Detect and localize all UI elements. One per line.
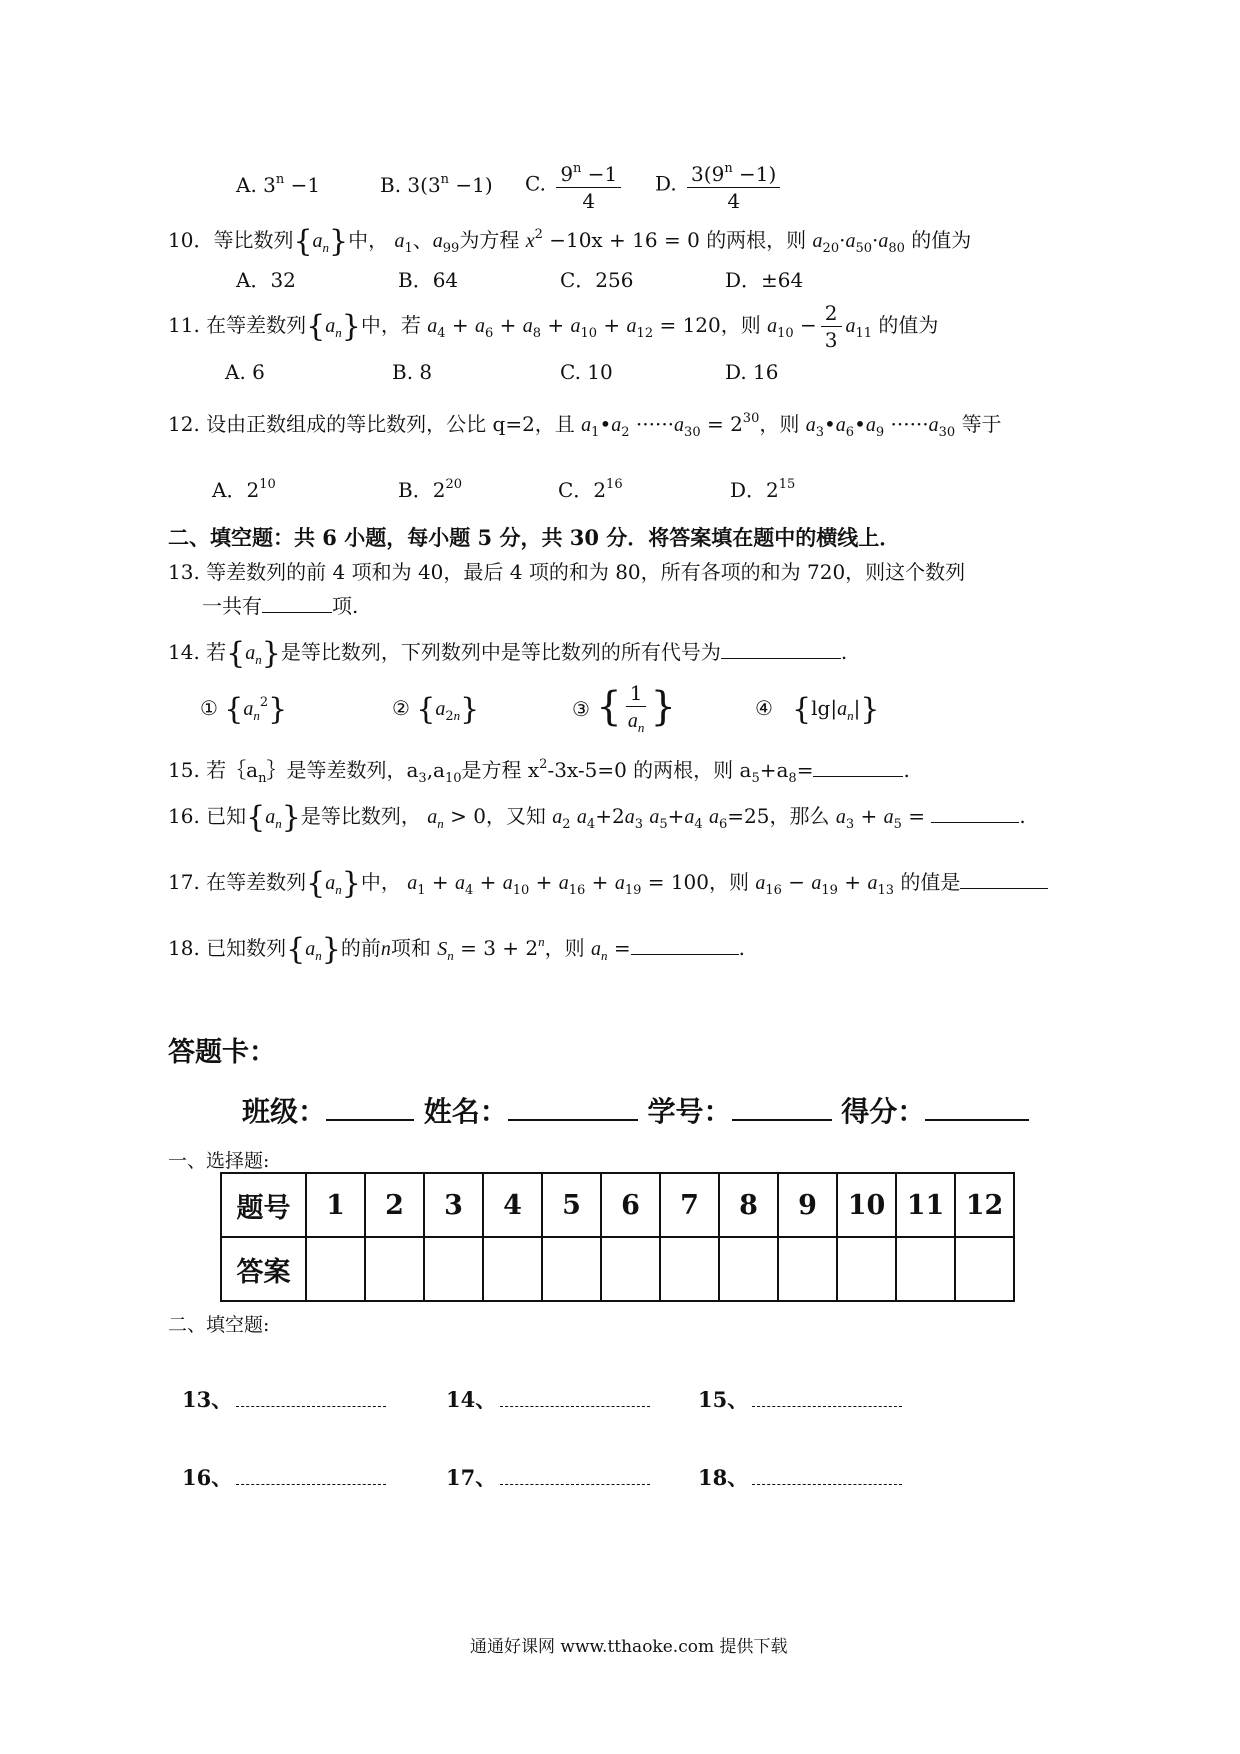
q10-option-b: B．64 [398, 268, 459, 292]
q13-blank [262, 592, 332, 613]
number-cell: 8 [719, 1173, 778, 1237]
q14-item-4: ④ $\{\lg|a_n|\}$ [755, 692, 880, 727]
answer-grid-number-row [221, 1173, 1014, 1237]
answer-cell[interactable] [719, 1237, 778, 1301]
q12-option-c: C．$2^{16}$ [558, 477, 623, 502]
number-cell: 1 [306, 1173, 365, 1237]
number-cell: 2 [365, 1173, 424, 1237]
answer-cell[interactable] [424, 1237, 483, 1301]
number-cell: 6 [601, 1173, 660, 1237]
answer-cell[interactable] [365, 1237, 424, 1301]
q14-item-3: ③ { $\frac{1}{a_n}$ } [572, 681, 676, 735]
number-cell: 12 [955, 1173, 1014, 1237]
q18-blank [631, 934, 739, 955]
q12-option-a: A．$2^{10}$ [212, 477, 276, 502]
q10-option-a: A．32 [236, 268, 296, 292]
q12-option-b: B．$2^{20}$ [398, 477, 462, 502]
answer-cell[interactable] [483, 1237, 542, 1301]
answer-cell[interactable] [306, 1237, 365, 1301]
q10-option-c: C．256 [560, 268, 634, 292]
answer-cell[interactable] [601, 1237, 660, 1301]
q9-option-c: C. $\frac{9^n -1}{4}$ [525, 156, 625, 214]
answer-16-line[interactable] [236, 1466, 386, 1485]
q11-option-b: B. 8 [392, 360, 433, 384]
question-15: 15. 若$\{a_n\}$是等差数列，$a_3,a_{10}$是方程 $x^2-3x-5=0$ 的两根，则 $a_5+a_8=$ . [168, 757, 910, 786]
section-fill-in-heading: 二、填空题：共 6 小题，每小题 5 分，共 30 分．将答案填在题中的横线上． [168, 525, 901, 550]
footer-source: 通通好课网 www.tthaoke.com 提供下载 [470, 1637, 788, 1657]
answer-13-line[interactable] [236, 1388, 386, 1407]
q15-blank [813, 756, 903, 777]
q11-option-d: D. 16 [725, 360, 779, 384]
answer-16: 16、 [182, 1462, 386, 1492]
number-cell: 4 [483, 1173, 542, 1237]
q12-option-d: D．$2^{15}$ [730, 477, 796, 502]
answer-cell[interactable] [837, 1237, 896, 1301]
number-cell: 7 [660, 1173, 719, 1237]
score-blank [925, 1093, 1029, 1121]
answer-grid-answer-row [221, 1237, 1014, 1301]
student-info-fields: 班级： 姓名： 学号： 得分： [242, 1090, 1029, 1130]
question-10: 10．等比数列$\{a_n\}$中， $a_1$、$a_{99}$为方程 $x^2 -10x + 16 = 0$ 的两根，则 $a_{20}\cdot a_{50}\cdot a_{80}$ 的值为 [168, 224, 972, 259]
q11-option-a: A. 6 [225, 360, 265, 384]
q9-option-b: B. $3(3^n -1)$ [380, 172, 493, 197]
answer-card-title: 答题卡： [168, 1037, 276, 1068]
q16-blank [931, 802, 1019, 823]
answer-14: 14、 [446, 1384, 650, 1414]
section-fill-label: 二、填空题: [168, 1314, 270, 1336]
name-blank [508, 1093, 638, 1121]
answer-13: 13、 [182, 1384, 386, 1414]
answer-17-line[interactable] [500, 1466, 650, 1485]
answer-18: 18、 [698, 1462, 902, 1492]
number-cell: 5 [542, 1173, 601, 1237]
answer-15: 15、 [698, 1384, 902, 1414]
q9-option-a: A. $3^n -1$ [236, 172, 321, 197]
student-id-blank [732, 1093, 832, 1121]
question-11: 11. 在等差数列$\{a_n\}$中，若 $a_4 + a_6 + a_8 + a_{10} + a_{12} = 120$，则 $a_{10}$ − $\frac{2}{3}$ $a_{11}$ 的值为 [168, 301, 939, 352]
number-cell: 3 [424, 1173, 483, 1237]
answer-grid [220, 1172, 1015, 1302]
q14-item-1: ① $\{a_n^2\}$ [200, 692, 288, 727]
section-choice-label: 一、选择题: [168, 1150, 270, 1172]
q14-blank [721, 638, 841, 659]
answer-cell[interactable] [542, 1237, 601, 1301]
question-18: 18. 已知数列$\{a_n\}$的前n项和 $S_n = 3 + 2^n$，则 $a_n$ = . [168, 932, 745, 967]
q9-option-d: D. $\frac{3(9^n -1)}{4}$ [655, 156, 784, 214]
answer-17: 17、 [446, 1462, 650, 1492]
answer-cell[interactable] [955, 1237, 1014, 1301]
question-16: 16. 已知$\{a_n\}$是等比数列， $a_n > 0$，又知 $a_2$ $a_4+2a_3$ $a_5+a_4$ $a_6=25$，那么 $a_3 + a_5$ = . [168, 800, 1026, 835]
number-header: 题号 [221, 1173, 306, 1237]
q9-d-fraction: $\frac{3(9^n -1)}{4}$ [687, 156, 780, 214]
answer-header: 答案 [221, 1237, 306, 1301]
question-13-line2: 一共有 项. [202, 594, 359, 618]
q9-c-fraction: $\frac{9^n -1}{4}$ [556, 156, 621, 214]
answer-14-line[interactable] [500, 1388, 650, 1407]
number-cell: 11 [896, 1173, 955, 1237]
q14-item-2: ② $\{a_{2n}\}$ [392, 692, 480, 727]
class-blank [326, 1093, 414, 1121]
q11-fraction: $\frac{2}{3}$ [821, 300, 842, 353]
q10-option-d: D．±64 [725, 268, 804, 292]
answer-18-line[interactable] [752, 1466, 902, 1485]
number-cell: 9 [778, 1173, 837, 1237]
answer-15-line[interactable] [752, 1388, 902, 1407]
question-17: 17. 在等差数列$\{a_n\}$中， $a_1 + a_4 + a_{10} + a_{16} + a_{19} = 100$，则 $a_{16} - a_{19} + a_{13}$ 的值是 [168, 866, 1048, 901]
question-13-line1: 13. 等差数列的前 4 项和为 40，最后 4 项的和为 80，所有各项的和为 720，则这个数列 [168, 560, 966, 584]
answer-cell[interactable] [896, 1237, 955, 1301]
question-14: 14. 若$\{a_n\}$是等比数列，下列数列中是等比数列的所有代号为 . [168, 636, 848, 671]
answer-cell[interactable] [660, 1237, 719, 1301]
q17-blank [960, 868, 1048, 889]
answer-cell[interactable] [778, 1237, 837, 1301]
q11-option-c: C. 10 [560, 360, 613, 384]
number-cell: 10 [837, 1173, 896, 1237]
question-12: 12. 设由正数组成的等比数列，公比 q=2，且 $a_1•a_2 \cdot\cdot\cdot\cdot\cdot\cdot a_{30} = 2^{30}$，则 $a_3•a_6•a_9 \cdot\cdot\cdot\cdot\cdot\cdot a_{30}$ 等于 [168, 411, 1002, 440]
